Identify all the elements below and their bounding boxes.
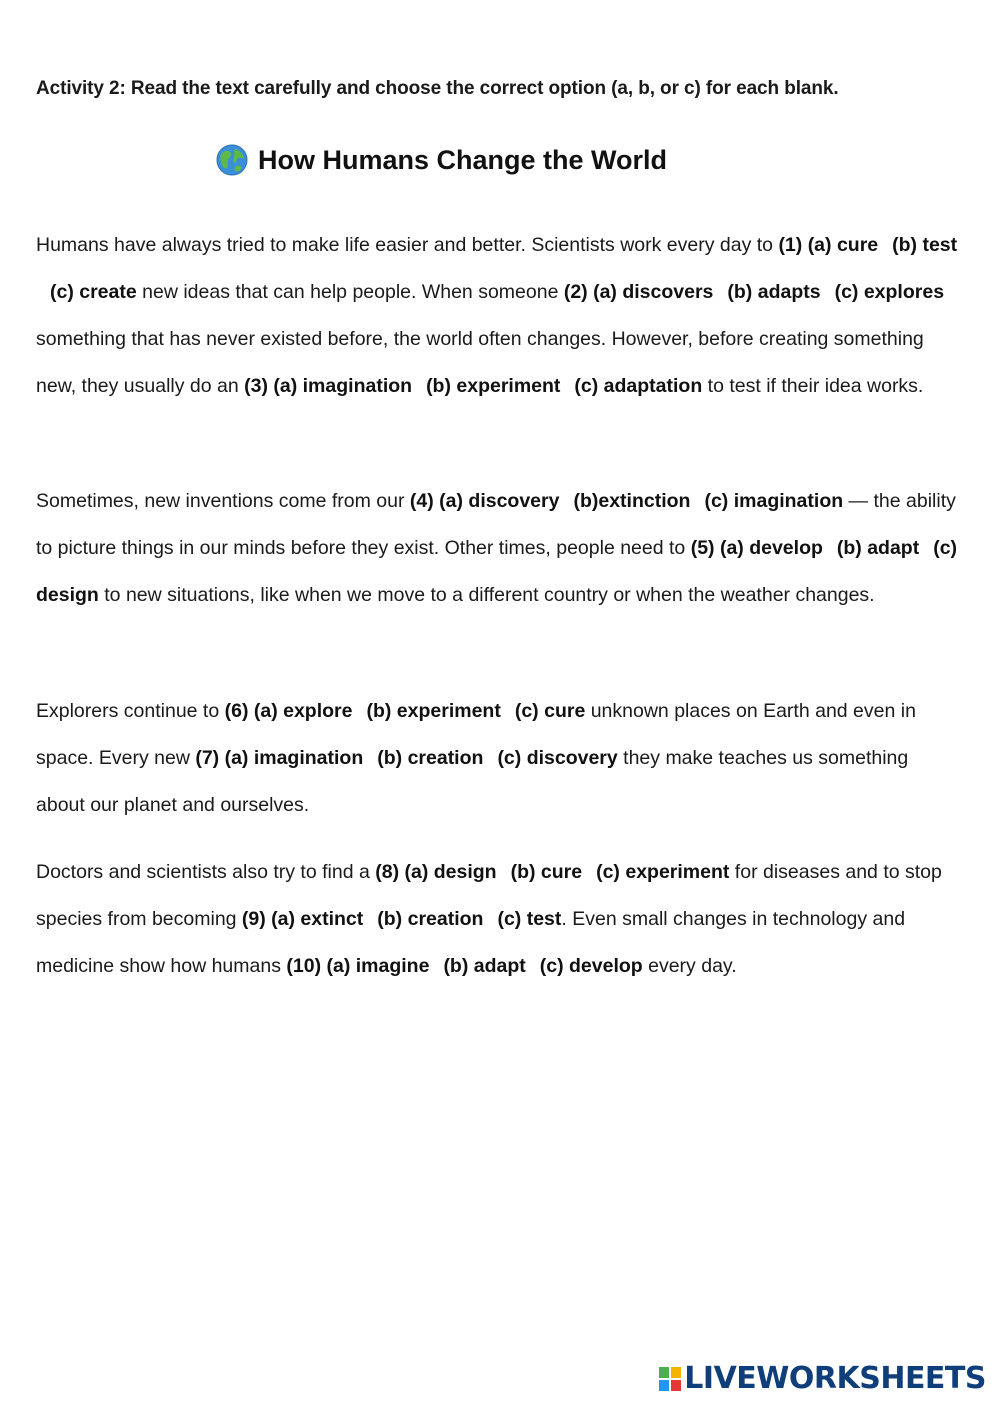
option-5c[interactable]: (c) design — [36, 537, 958, 606]
paragraph-text: for diseases and to stop species from becoming — [36, 861, 942, 930]
option-6c[interactable]: (c) cure — [514, 700, 586, 722]
option-3a[interactable]: (3) (a) imagination — [244, 375, 413, 397]
paragraph-2 — [36, 478, 961, 619]
option-8a[interactable]: (8) (a) design — [375, 861, 497, 883]
option-1a[interactable]: (1) (a) cure — [778, 234, 879, 256]
option-7a[interactable]: (7) (a) imagination — [195, 747, 364, 769]
paragraph-text: . Even small changes in technology and medicine show how humans — [36, 908, 906, 977]
option-8b[interactable]: (b) cure — [510, 861, 583, 883]
paragraph-text: Humans have always tried to make life easier and better. Scientists work every day to — [36, 234, 779, 256]
option-5a[interactable]: (5) (a) develop — [690, 537, 823, 559]
paragraph-text: Doctors and scientists also try to find a — [36, 861, 376, 883]
option-4b[interactable]: (b)extinction — [573, 490, 691, 512]
paragraph-text: unknown places on Earth and even in space. Every new — [36, 700, 916, 769]
option-9b[interactable]: (b) creation — [377, 908, 484, 930]
logo-text: LIVEWORKSHEETS — [684, 1361, 986, 1396]
paragraph-text: every day. — [642, 955, 737, 977]
paragraph-text: something that has never existed before, the world often changes. However, before creating something new, they usually do an — [36, 328, 924, 397]
liveworksheets-logo-icon — [659, 1367, 681, 1391]
option-2c[interactable]: (c) explores — [834, 281, 945, 303]
paragraph-text: new ideas that can help people. When someone — [136, 281, 564, 303]
option-10b[interactable]: (b) adapt — [443, 955, 526, 977]
option-3b[interactable]: (b) experiment — [426, 375, 561, 397]
option-10a[interactable]: (10) (a) imagine — [286, 955, 430, 977]
option-9a[interactable]: (9) (a) extinct — [241, 908, 364, 930]
option-9c[interactable]: (c) test — [497, 908, 562, 930]
option-10c[interactable]: (c) develop — [539, 955, 643, 977]
activity-instruction: Activity 2: Read the text carefully and choose the correct option (a, b, or c) for each blank. — [36, 78, 839, 99]
option-4a[interactable]: (4) (a) discovery — [409, 490, 560, 512]
paragraph-text: Explorers continue to — [36, 700, 225, 722]
option-2b[interactable]: (b) adapts — [727, 281, 821, 303]
paragraph-3 — [36, 688, 961, 829]
page-title: How Humans Change the World — [258, 144, 668, 175]
paragraph-text: Sometimes, new inventions come from our — [36, 490, 410, 512]
option-6a[interactable]: (6) (a) explore — [224, 700, 353, 722]
paragraph-4 — [36, 849, 961, 990]
option-1c[interactable]: (c) create — [50, 281, 137, 303]
option-3c[interactable]: (c) adaptation — [574, 375, 703, 397]
globe-icon — [216, 144, 248, 176]
paragraph-1 — [36, 222, 961, 410]
paragraph-text: they make teaches us something about our planet and ourselves. — [36, 747, 909, 816]
option-1b[interactable]: (b) test — [892, 234, 958, 256]
paragraph-text: to test if their idea works. — [702, 375, 924, 397]
option-6b[interactable]: (b) experiment — [366, 700, 501, 722]
option-2a[interactable]: (2) (a) discovers — [563, 281, 714, 303]
title-row — [216, 144, 667, 176]
option-7b[interactable]: (b) creation — [377, 747, 484, 769]
paragraph-text: to new situations, like when we move to a different country or when the weather changes. — [98, 584, 875, 606]
option-4c[interactable]: (c) imagination — [704, 490, 844, 512]
option-5b[interactable]: (b) adapt — [836, 537, 920, 559]
option-7c[interactable]: (c) discovery — [497, 747, 618, 769]
liveworksheets-logo[interactable] — [659, 1361, 986, 1396]
paragraph-text: — the ability to picture things in our minds before they exist. Other times, people need to — [36, 490, 956, 559]
option-8c[interactable]: (c) experiment — [596, 861, 730, 883]
